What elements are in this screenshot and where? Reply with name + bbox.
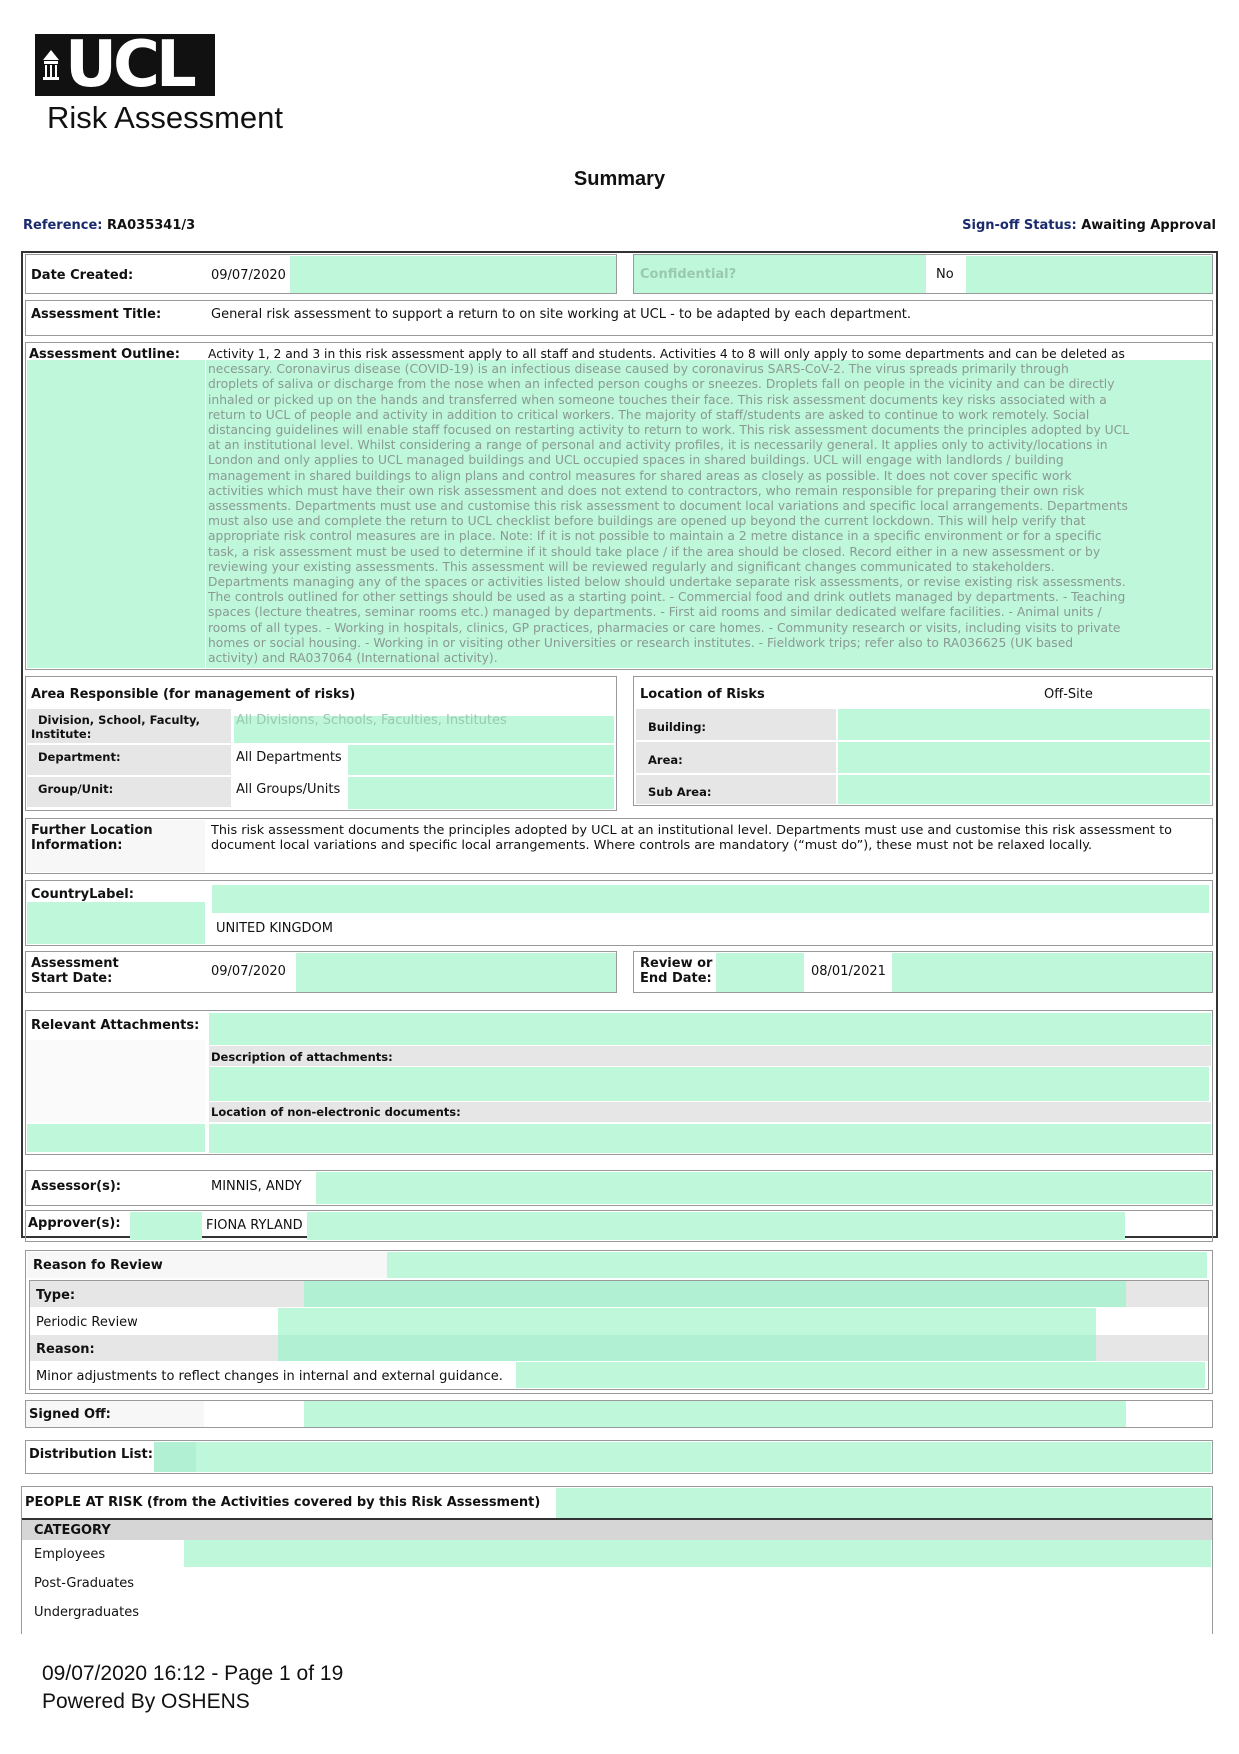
document-title: Risk Assessment [47, 100, 284, 135]
review-end-value: 08/01/2021 [811, 964, 886, 979]
location-docs-highlight [209, 1124, 1211, 1153]
department-value: All Departments [236, 750, 342, 765]
outline-label-highlight [27, 360, 205, 668]
outline-line: appropriate risk control measures are in place. Note: If it is not possible to maintain a 2 metre distance in a specific environment or for a specific [208, 529, 1102, 544]
group-label: Group/Unit: [38, 782, 114, 796]
attachments-label-cell [27, 1040, 205, 1122]
subarea-value-highlight [838, 775, 1210, 804]
type-value-highlight [278, 1308, 1096, 1335]
type-label-highlight [304, 1281, 1126, 1307]
approvers-label: Approver(s): [28, 1216, 121, 1231]
category-header: CATEGORY [34, 1523, 111, 1538]
country-label-highlight [27, 902, 205, 944]
date-created-highlight [290, 256, 616, 293]
assessors-value: MINNIS, ANDY [211, 1179, 302, 1194]
location-heading: Location of Risks [640, 687, 765, 702]
building-value-highlight [838, 709, 1210, 740]
review-heading-highlight [387, 1252, 1207, 1278]
outline-line: must also use and complete the return to UCL checklist before buildings are opened up beyond the current lockdown. This will help verify that [208, 514, 1086, 529]
outline-line: Activity 1, 2 and 3 in this risk assessment apply to all staff and students. Activities 4 to 8 will only apply to some departments and can be deleted as [208, 347, 1125, 361]
category-row: Undergraduates [34, 1605, 140, 1620]
reason-value-highlight [516, 1362, 1205, 1388]
outline-line: activity) and RA037064 (International activity). [208, 651, 498, 666]
signed-off-highlight [304, 1401, 1126, 1427]
reason-label-highlight [278, 1335, 1096, 1361]
confidential-value: No [936, 267, 954, 282]
people-at-risk-highlight [556, 1488, 1211, 1518]
assessment-title-value: General risk assessment to support a return to on site working at UCL - to be adapted by each department. [211, 307, 912, 322]
group-value-highlight [348, 777, 614, 809]
reference-value: RA035341/3 [107, 218, 196, 233]
assessors-highlight [316, 1172, 1211, 1204]
outline-line: inhaled or picked up on the hands and transferred when someone touches their face. This risk assessment documents key risks associated with a [208, 392, 1107, 407]
outline-line: Departments managing any of the spaces or activities listed below should undertake separate risk assessments, or revise existing risk assessments. [208, 575, 1126, 590]
further-location-line: This risk assessment documents the principles adopted by UCL at an institutional level. Departments must use and customise this risk assessment to [211, 823, 1172, 838]
area-responsible-heading: Area Responsible (for management of risks) [31, 687, 356, 702]
department-value-highlight [348, 745, 614, 775]
approvers-value: FIONA RYLAND [206, 1218, 303, 1233]
description-label: Description of attachments: [211, 1050, 393, 1064]
outline-line: necessary. Coronavirus disease (COVID-19) is an infectious disease caused by coronavirus SARS-CoV-2. The virus spreads primarily through [208, 362, 1069, 377]
signoff-label: Sign-off Status: [962, 218, 1077, 233]
outline-line: droplets of saliva or discharge from the nose when an infected person coughs or sneezes. Droplets fall on people in the vicinity and can be directly [208, 377, 1115, 392]
page-footer [42, 1660, 343, 1716]
confidential-highlight-2 [966, 256, 1212, 293]
outline-line: at an institutional level. Whilst considering a range of personal and activity profiles, it is necessarily general. It applies only to activity/locations in [208, 438, 1108, 453]
category-row: Employees [34, 1547, 106, 1562]
approvers-label-highlight [130, 1212, 202, 1240]
attachments-label: Relevant Attachments: [31, 1018, 200, 1033]
country-value-highlight [212, 885, 1209, 913]
outline-line: London and only applies to UCL managed buildings and UCL occupied spaces in shared buildings. UCL will engage with landlords / building [208, 453, 1064, 468]
review-end-label [640, 956, 712, 986]
review-end-label-highlight [716, 953, 804, 992]
distribution-highlight [196, 1442, 1211, 1472]
building-icon [41, 48, 61, 82]
review-end-highlight [892, 953, 1212, 992]
outline-line: task, a risk assessment must be used to determine if it should take place / if the area should be closed. Record either in a new assessment or by [208, 544, 1101, 559]
type-value: Periodic Review [36, 1315, 138, 1330]
distribution-label: Distribution List: [29, 1447, 153, 1462]
further-location-label-line: Information: [31, 838, 123, 853]
summary-heading: Summary [573, 168, 666, 190]
review-heading: Reason fo Review [33, 1258, 163, 1273]
signoff-value: Awaiting Approval [1081, 218, 1216, 233]
country-value: UNITED KINGDOM [216, 921, 333, 936]
assessment-start-label [31, 956, 119, 986]
subarea-label: Sub Area: [648, 785, 712, 799]
ucl-logo [35, 28, 215, 102]
division-value: All Divisions, Schools, Faculties, Institutes [236, 713, 507, 728]
outline-line: rooms of all types. - Working in hospitals, clinics, GP practices, pharmacies or care homes. - Community research or visits, including visits to private [208, 620, 1121, 635]
distribution-label-highlight [154, 1442, 196, 1472]
signed-off-label: Signed Off: [29, 1407, 111, 1422]
assessment-start-value: 09/07/2020 [211, 964, 286, 979]
footer-page-info: 09/07/2020 16:12 - Page 1 of 19 [42, 1662, 344, 1685]
outline-line: The controls outlined for other settings should be used as a starting point. - Commercial food and drink outlets managed by departments. - Teaching [208, 590, 1126, 605]
outline-line: management in shared buildings to align plans and control measures for shared areas as closely as possible. It does not cover specific work [208, 468, 1072, 483]
reference [23, 218, 195, 233]
date-created-value: 09/07/2020 [211, 268, 286, 283]
further-location-line: document local variations and specific local arrangements. Where controls are mandatory (“must do”), these must not be relaxed locally. [211, 838, 1093, 853]
further-location-label [31, 823, 153, 853]
reference-label: Reference: [23, 218, 103, 233]
category-row: Post-Graduates [34, 1576, 135, 1591]
location-value: Off-Site [1044, 687, 1093, 702]
department-label: Department: [38, 750, 121, 764]
outline-line: distancing guidelines will enable staff focused on restarting activity to return to work. This risk assessment documents the principles adopted by UCL [208, 423, 1130, 438]
assessment-start-label-line: Start Date: [31, 971, 113, 986]
area-value-highlight [838, 742, 1210, 773]
further-location-label-line: Further Location [31, 823, 153, 838]
assessment-outline-text [208, 347, 1211, 666]
country-label: CountryLabel: [31, 887, 134, 902]
description-highlight [209, 1067, 1209, 1101]
logo-text: UCL [65, 28, 193, 102]
reason-label: Reason: [36, 1342, 95, 1357]
area-label: Area: [648, 753, 683, 767]
assessors-label: Assessor(s): [31, 1179, 121, 1194]
people-at-risk-heading: PEOPLE AT RISK (from the Activities covered by this Risk Assessment) [25, 1495, 541, 1510]
outline-line: spaces (lecture theatres, seminar rooms etc.) managed by departments. - First aid rooms and similar dedicated welfare facilities. - Animal units / [208, 605, 1102, 620]
outline-line: activities which must have their own risk assessment and does not extend to contractors, who remain responsible for preparing their own risk [208, 483, 1085, 498]
attachments-highlight [209, 1013, 1211, 1045]
signoff-status [962, 218, 1216, 233]
outline-line: return to UCL of people and activity in addition to critical workers. The majority of staff/students are asked to continue to work remotely. Social [208, 407, 1090, 422]
location-docs-label: Location of non-electronic documents: [211, 1105, 461, 1119]
approvers-highlight [307, 1212, 1125, 1240]
reason-value: Minor adjustments to reflect changes in internal and external guidance. [36, 1369, 503, 1384]
assessment-title-label: Assessment Title: [31, 307, 162, 322]
category-row-highlight [184, 1540, 1211, 1567]
type-label: Type: [36, 1288, 76, 1303]
assessment-start-highlight [296, 953, 616, 992]
review-end-label-line: Review or [640, 956, 713, 971]
outline-line: homes or social housing. - Working in or visiting other Universities or research institutes. - Fieldwork trips; refer also to RA036625 (UK based [208, 635, 1074, 650]
group-value: All Groups/Units [236, 782, 341, 797]
attachments-label-highlight [27, 1124, 205, 1152]
further-location-value [211, 823, 1172, 853]
division-label: Division, School, Faculty, Institute: [31, 713, 200, 741]
date-created-label: Date Created: [31, 268, 134, 283]
assessment-outline-label: Assessment Outline: [29, 347, 180, 362]
assessment-start-label-line: Assessment [31, 956, 119, 971]
category-header-cell [22, 1520, 1212, 1540]
outline-line: reviewing your existing assessments. This assessment will be reviewed regularly and significant changes communicated to stakeholders. [208, 559, 1055, 574]
confidential-label: Confidential? [640, 267, 737, 282]
review-end-label-line: End Date: [640, 971, 712, 986]
building-label: Building: [648, 720, 707, 734]
footer-powered-by: Powered By OSHENS [42, 1690, 250, 1713]
outline-line: assessments. Departments must use and customise this risk assessment to document local variations and specific local arrangements. Departments [208, 499, 1128, 514]
